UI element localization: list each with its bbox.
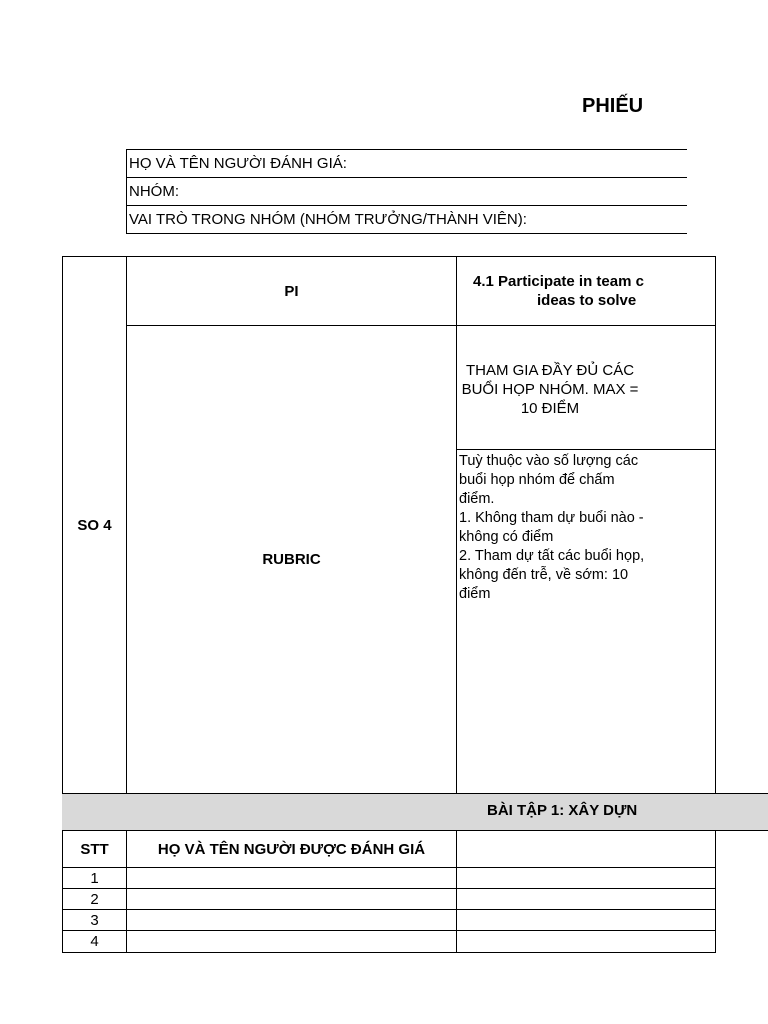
pi-header: PI xyxy=(126,256,457,326)
criteria-cell xyxy=(456,325,716,450)
score-cell[interactable] xyxy=(456,888,716,910)
evaluatee-name-cell[interactable] xyxy=(126,867,457,889)
rubric-description-cell xyxy=(456,449,716,794)
score-header xyxy=(456,830,716,868)
criteria-text: THAM GIA ĐẦY ĐỦ CÁC BUỔI HỌP NHÓM. MAX = 10 ĐIỂM xyxy=(461,362,639,417)
row-number: 3 xyxy=(62,909,127,931)
pi-description-cell xyxy=(456,256,716,326)
exercise-title: BÀI TẬP 1: XÂY DỰN xyxy=(487,802,638,819)
role-field[interactable]: VAI TRÒ TRONG NHÓM (NHÓM TRƯỞNG/THÀNH VIÊN): xyxy=(127,205,687,234)
score-cell[interactable] xyxy=(456,930,716,953)
rubric-label: RUBRIC xyxy=(126,325,457,794)
evaluatee-name-cell[interactable] xyxy=(126,909,457,931)
evaluatee-name-cell[interactable] xyxy=(126,930,457,953)
score-cell[interactable] xyxy=(456,909,716,931)
page-title: PHIẾU xyxy=(582,95,644,117)
row-number: 2 xyxy=(62,888,127,910)
evaluatee-name-cell[interactable] xyxy=(126,888,457,910)
group-field[interactable]: NHÓM: xyxy=(127,177,687,205)
row-number: 4 xyxy=(62,930,127,953)
pi-text-line-2: ideas to solve xyxy=(537,292,637,309)
pi-text-line-1: 4.1 Participate in team c xyxy=(473,273,644,290)
rubric-description-text: Tuỳ thuộc vào số lượng các buổi họp nhóm để chấm điểm. 1. Không tham dự buổi nào - không có điểm 2. Tham dự tất các buổi họp, không đến trễ, về sớm: 10 điểm xyxy=(459,453,645,602)
evaluator-name-field[interactable]: HỌ VÀ TÊN NGƯỜI ĐÁNH GIÁ: xyxy=(127,149,687,177)
stt-header: STT xyxy=(62,830,127,868)
exercise-band xyxy=(62,793,768,831)
so-cell: SO 4 xyxy=(62,256,127,794)
row-number: 1 xyxy=(62,867,127,889)
score-cell[interactable] xyxy=(456,867,716,889)
evaluatee-name-header: HỌ VÀ TÊN NGƯỜI ĐƯỢC ĐÁNH GIÁ xyxy=(126,830,457,868)
